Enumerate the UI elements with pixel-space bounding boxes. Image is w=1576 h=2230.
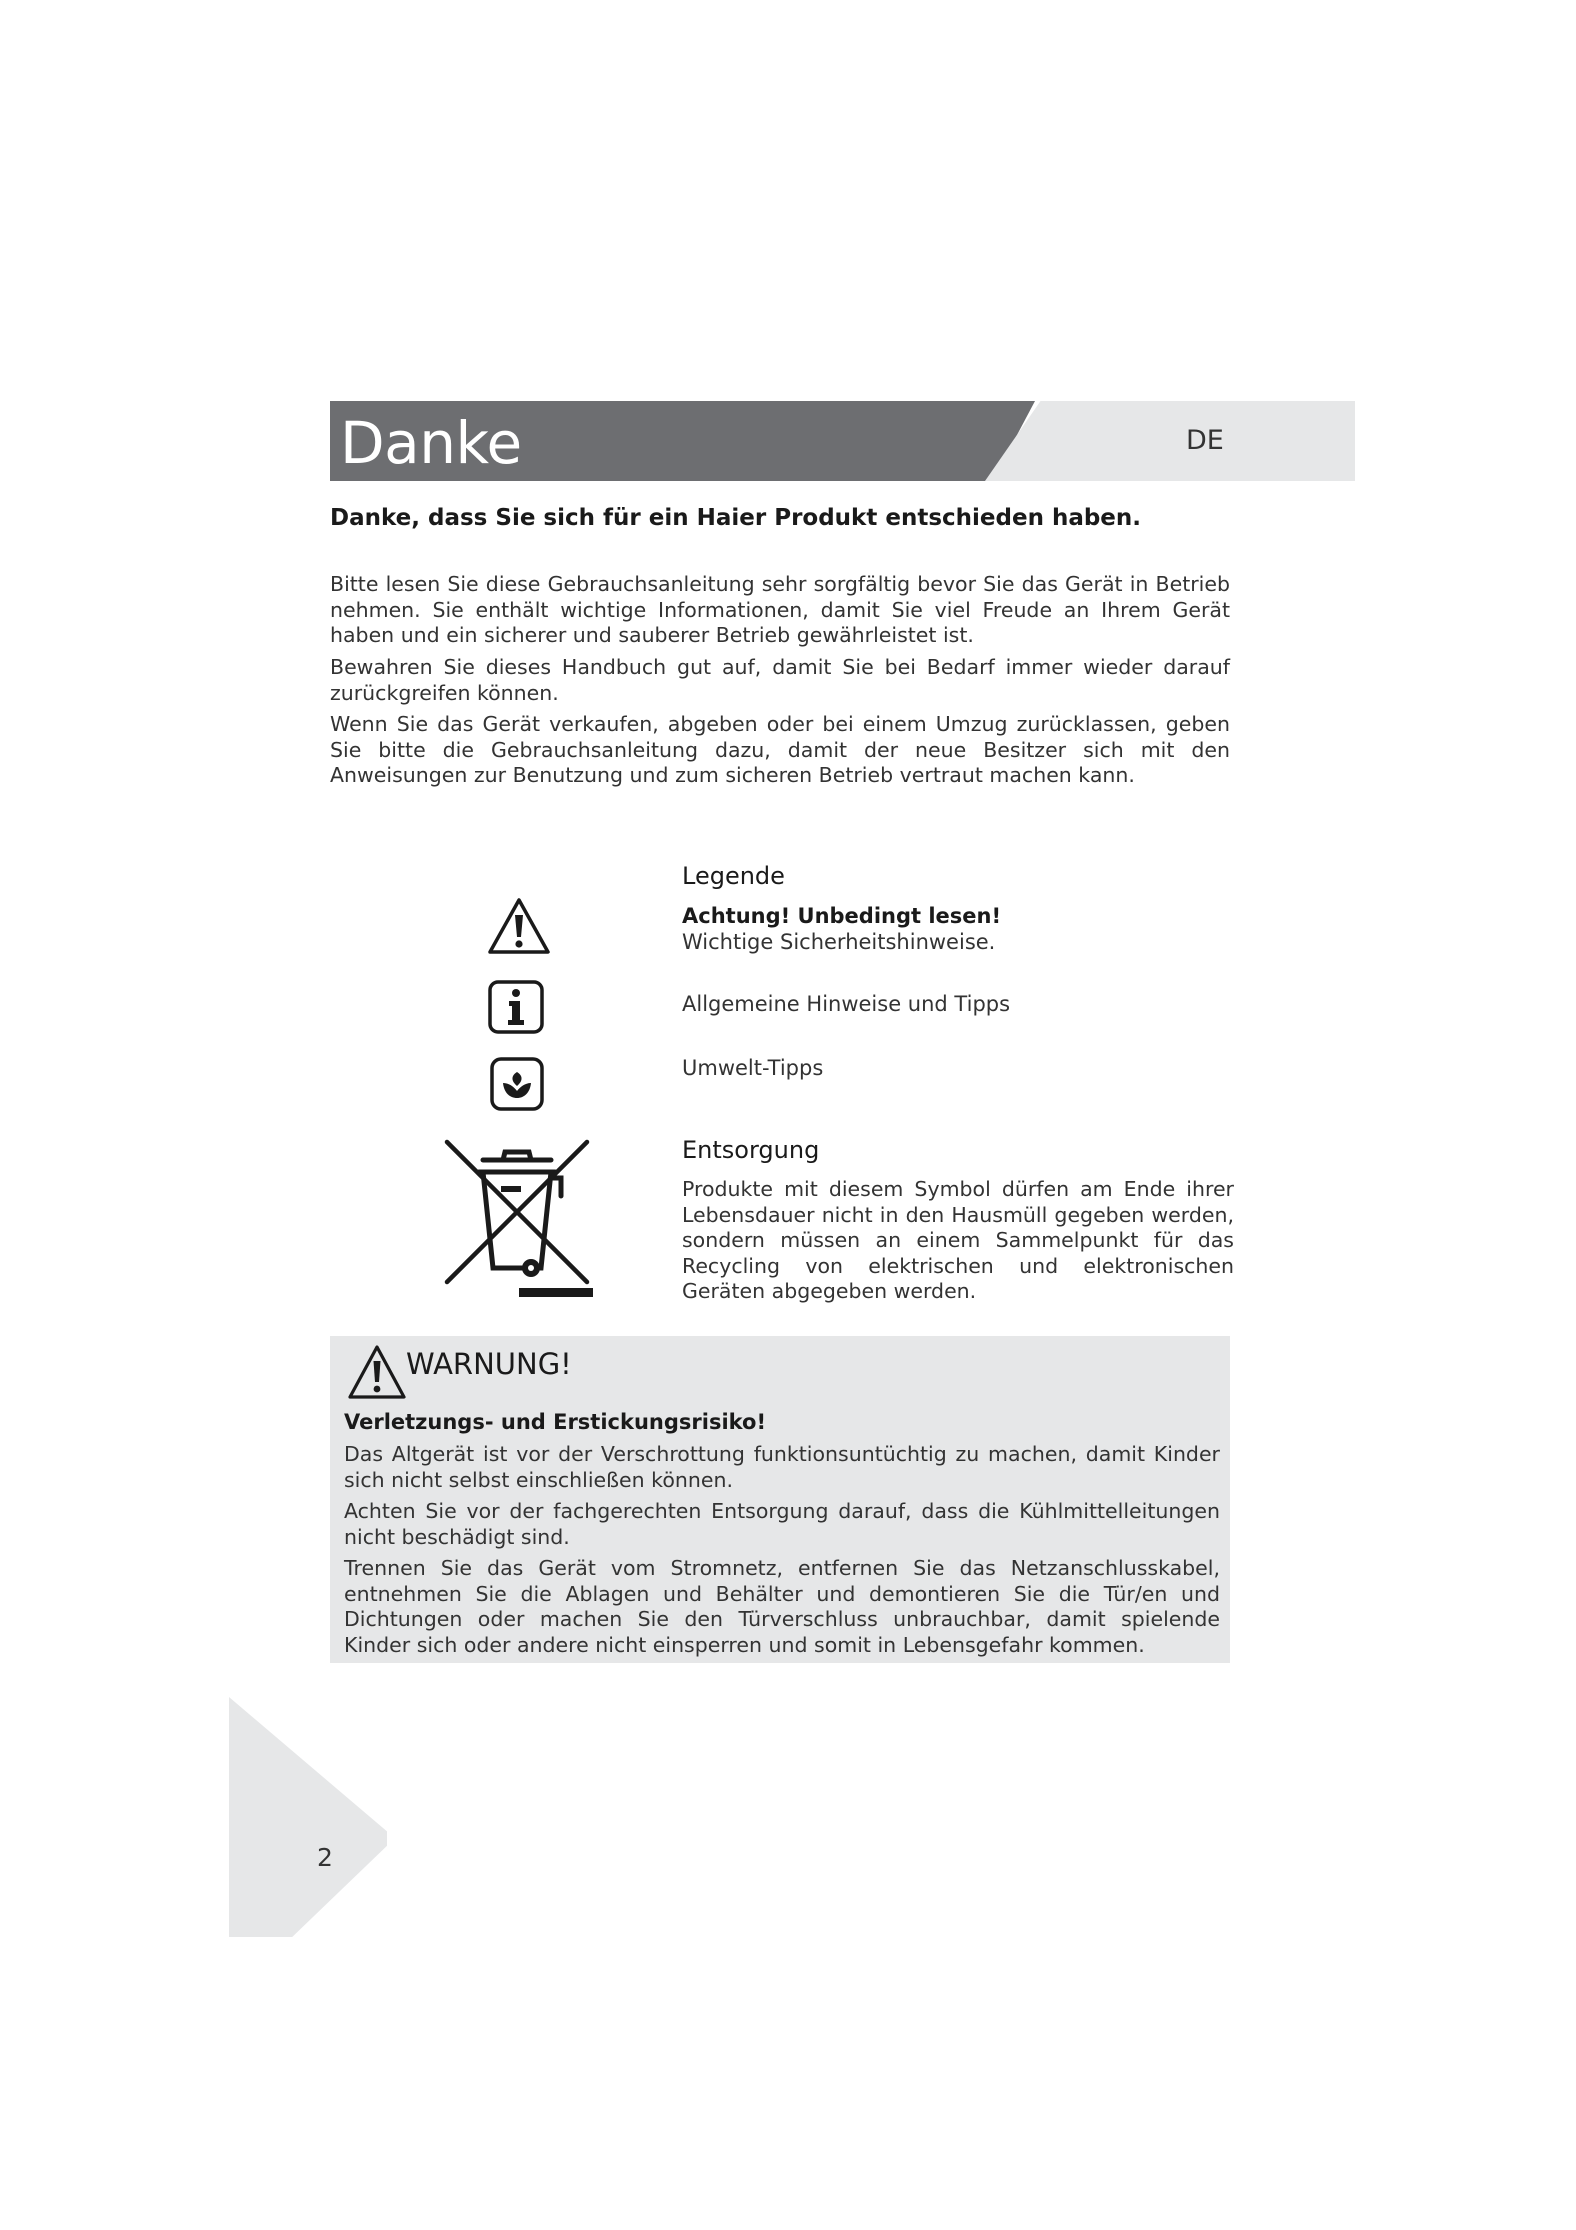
page-number: 2 — [317, 1843, 333, 1872]
info-icon — [488, 980, 544, 1034]
legend-info-text: Allgemeine Hinweise und Tipps — [682, 992, 1011, 1016]
language-code: DE — [1186, 425, 1224, 456]
legend-warning-label: Achtung! Unbedingt lesen! — [682, 904, 1002, 928]
intro-paragraph: Wenn Sie das Gerät verkaufen, abgeben oder bei einem Umzug zurücklassen, geben Sie bitte die Gebrauchsanleitung dazu, damit der neue Besitzer sich mit den Anweisungen zur Benutzung und zum sicheren Betrieb vertraut machen kann. — [330, 712, 1230, 787]
page-number-tab — [229, 1697, 387, 1937]
intro-paragraph: Bitte lesen Sie diese Gebrauchsanleitung sehr sorgfältig bevor Sie das Gerät in Betrieb nehmen. Sie enthält wichtige Informationen, damit Sie viel Freude an Ihrem Gerät haben und ein sicherer und sauberer Betrieb gewährleistet ist. — [330, 572, 1230, 647]
warning-paragraph: Trennen Sie das Gerät vom Stromnetz, entfernen Sie das Netzanschlusskabel, entnehmen Sie die Ablagen und Behälter und demontieren Sie die Tür/en und Dichtungen oder machen Sie den Türverschluss unbrauchbar, damit spielende Kinder sich oder andere nicht einsperren und somit in Lebensgefahr kommen. — [344, 1556, 1220, 1657]
environment-icon — [490, 1057, 544, 1111]
warning-triangle-icon — [347, 1344, 407, 1400]
warning-title: WARNUNG! — [406, 1347, 572, 1381]
disposal-title: Entsorgung — [682, 1136, 820, 1164]
header-language-tab — [985, 401, 1355, 481]
intro-heading: Danke, dass Sie sich für ein Haier Produkt entschieden haben. — [330, 505, 1142, 531]
warning-paragraph: Das Altgerät ist vor der Verschrottung funktionsuntüchtig zu machen, damit Kinder sich nicht selbst einschließen können. — [344, 1442, 1220, 1492]
warning-subtitle: Verletzungs- und Erstickungsrisiko! — [344, 1410, 767, 1434]
warning-triangle-icon — [487, 897, 551, 955]
crossed-out-wheelie-bin-icon — [443, 1138, 595, 1300]
legend-warning-text: Wichtige Sicherheitshinweise. — [682, 930, 996, 954]
legend-environment-text: Umwelt-Tipps — [682, 1056, 824, 1080]
page-title: Danke — [340, 409, 522, 477]
legend-title: Legende — [682, 862, 785, 890]
intro-paragraph: Bewahren Sie dieses Handbuch gut auf, damit Sie bei Bedarf immer wieder darauf zurückgreifen können. — [330, 655, 1230, 705]
disposal-text: Produkte mit diesem Symbol dürfen am Ende ihrer Lebensdauer nicht in den Hausmüll gegeben werden, sondern müssen an einem Sammelpunkt für das Recycling von elektrischen und elektronischen Geräten abgegeben werden. — [682, 1177, 1234, 1303]
warning-paragraph: Achten Sie vor der fachgerechten Entsorgung darauf, dass die Kühlmittelleitungen nicht beschädigt sind. — [344, 1499, 1220, 1549]
